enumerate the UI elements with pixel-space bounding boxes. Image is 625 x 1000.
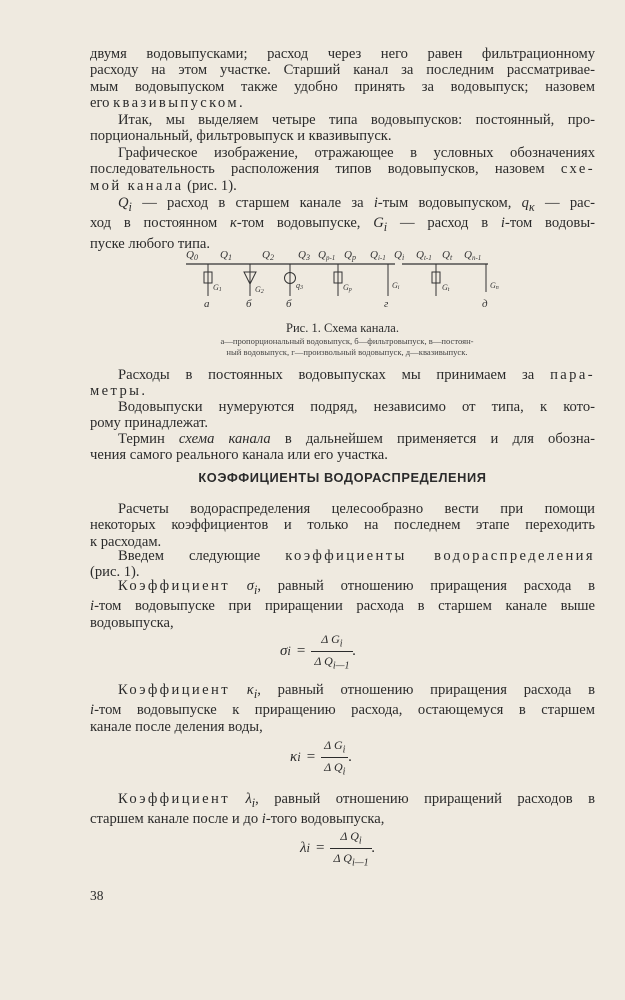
type-letter-b: б — [246, 298, 252, 310]
coefficient-kappa-definition: Коэффициент $\kappa_i$, равный отношению приращения расхода в i-том водовыпуске к приращению расхода, остающемуся в старшем канале после деления воды, — [90, 682, 595, 735]
paragraph-7: Термин схема канала в дальнейшем применяется и для обозна- чения самого реального канала или его участка. — [90, 431, 595, 464]
term-quasi-outlet: квазивыпуском — [113, 95, 239, 112]
paragraph-3: Графическое изображение, отражающее в условных обозначениях последовательность расположения типов водовыпусков, назовем схе- мой канала (рис. 1). — [90, 145, 595, 194]
section-heading: КОЭФФИЦИЕНТЫ ВОДОРАСПРЕДЕЛЕНИЯ — [198, 470, 487, 485]
channel-scheme-figure — [180, 244, 520, 314]
type-letter-d: д — [482, 298, 488, 310]
term-channel-scheme: мой канала — [90, 177, 184, 194]
label-q3: q3 — [296, 281, 303, 291]
label-Q2: Q2 — [262, 249, 274, 262]
type-letter-a: а — [204, 298, 210, 310]
label-Qp-1: Qp-1 — [318, 249, 336, 262]
paragraph-8: Расчеты водораспределения целесообразно вести при помощи некоторых коэффициентов и только на последнем этапе переходить к расходам. — [90, 501, 595, 550]
label-Qt-1: Qt-1 — [416, 249, 432, 262]
coefficient-lambda-definition: Коэффициент $\lambda_i$, равный отношению приращений расходов в старшем канале после и до i-того водовыпуска, — [90, 791, 595, 828]
label-Q3: Q3 — [298, 249, 310, 262]
label-Qp: Qp — [344, 249, 356, 262]
label-Q1: Q1 — [220, 249, 232, 262]
page-number: 38 — [90, 888, 104, 903]
type-letter-v: б — [286, 298, 292, 310]
figure-caption-legend: а—пропорциональный водовыпуск, б—фильтровыпуск, в—постоян- ный водовыпуск, г—произвольный водовыпуск, д—квазивыпуск. — [220, 336, 474, 357]
label-Qi: Qi — [394, 249, 405, 262]
label-G1: G1 — [213, 283, 222, 293]
label-Qi-1: Qi-1 — [370, 249, 386, 262]
label-G2: G2 — [255, 285, 264, 295]
paragraph-6: Водовыпуски нумеруются подряд, независимо от типа, к кото- рому принадлежат. — [90, 399, 595, 432]
formula-sigma: σ i = $\frac{\Delta G_i}{\Delta Q_{i—1}}$ . — [280, 632, 357, 672]
paragraph-1: двумя водовыпусками; расход через него равен фильтрационному расходу на этом участке. Старший канал за последним рассматривае- мым водовыпуском также удобно принять за водовыпуск; назовем его квазивыпуском. — [90, 46, 595, 112]
label-Gt: Gt — [442, 283, 450, 293]
term-parameters: метры — [90, 383, 142, 400]
formula-kappa: κ i = $\frac{\Delta G_i}{\Delta Q_i}$ . — [290, 738, 353, 778]
paragraph-5: Расходы в постоянных водовыпусках мы принимаем за пара- метры. — [90, 367, 595, 400]
paragraph-2: Итак, мы выделяем четыре типа водовыпусков: постоянный, про- порциональный, фильтровыпуск и квазивыпуск. — [90, 112, 595, 145]
paragraph-9: Введем следующие коэффициенты водораспределения (рис. 1). — [90, 548, 595, 581]
figure-caption-title: Рис. 1. Схема канала. — [286, 321, 399, 335]
term-channel-scheme-italic: схема канала — [178, 431, 271, 447]
label-Qt: Qt — [442, 249, 453, 262]
label-Gn: Gn — [490, 281, 499, 291]
type-letter-g: г — [384, 298, 389, 310]
formula-lambda: λ i = $\frac{\Delta Q_i}{\Delta Q_{i—1}}$ . — [300, 829, 376, 869]
label-Qn-1: Qn-1 — [464, 249, 482, 262]
label-Gi: Gi — [392, 281, 400, 291]
coefficient-sigma-definition: Коэффициент $\sigma_i$, равный отношению приращения расхода в i-том водовыпуске при приращении расхода в старшем канале выше водовыпуска, — [90, 578, 595, 631]
label-Gp: Gp — [343, 283, 352, 293]
paragraph-4: $Q_i$ — расход в старшем канале за i-тым водовыпуском, $q_\kappa$ — рас- ход в постоянном к-том водовыпуске, $G_i$ — расход в i-том водовы- пуске любого типа. — [90, 195, 595, 252]
term-coefficients: коэффициенты водораспределения — [285, 548, 595, 564]
label-Q0: Q0 — [186, 249, 198, 262]
